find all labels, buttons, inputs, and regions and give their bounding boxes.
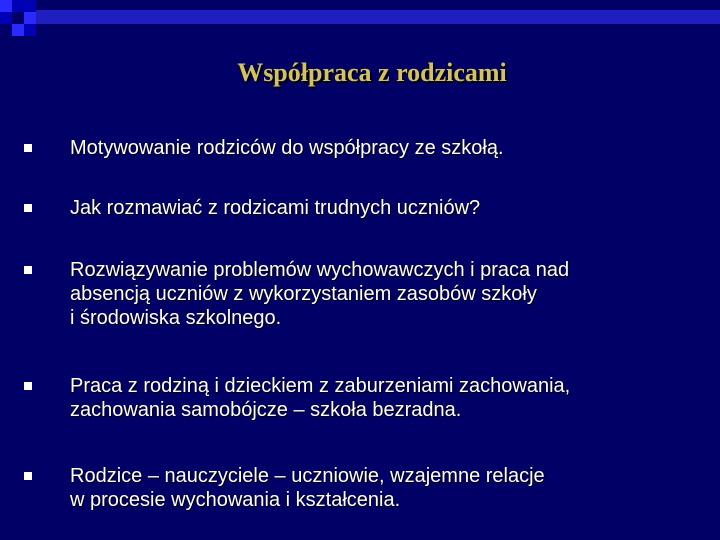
bullet-text: Motywowanie rodziców do współpracy ze szkołą. — [70, 137, 504, 159]
bullet-text: Jak rozmawiać z rodzicami trudnych uczniów? — [70, 197, 481, 219]
bullet-text: Rozwiązywanie problemów wychowawczych i praca nad absencją uczniów z wykorzystaniem zasobów szkoły i środowiska szkolnego. — [70, 259, 570, 329]
square-bullet-icon — [24, 266, 32, 274]
bullet-text: Rodzice – nauczyciele – uczniowie, wzajemne relacje w procesie wychowania i kształcenia. — [70, 465, 545, 511]
square-bullet-icon — [24, 144, 32, 152]
square-bullet-icon — [24, 472, 32, 480]
square-bullet-icon — [24, 382, 32, 390]
square-bullet-icon — [24, 204, 32, 212]
bullet-text: Praca z rodziną i dzieckiem z zaburzeniami zachowania, zachowania samobójcze – szkoła bezradna. — [70, 375, 571, 421]
slide-title: Współpraca z rodzicami — [237, 58, 507, 87]
